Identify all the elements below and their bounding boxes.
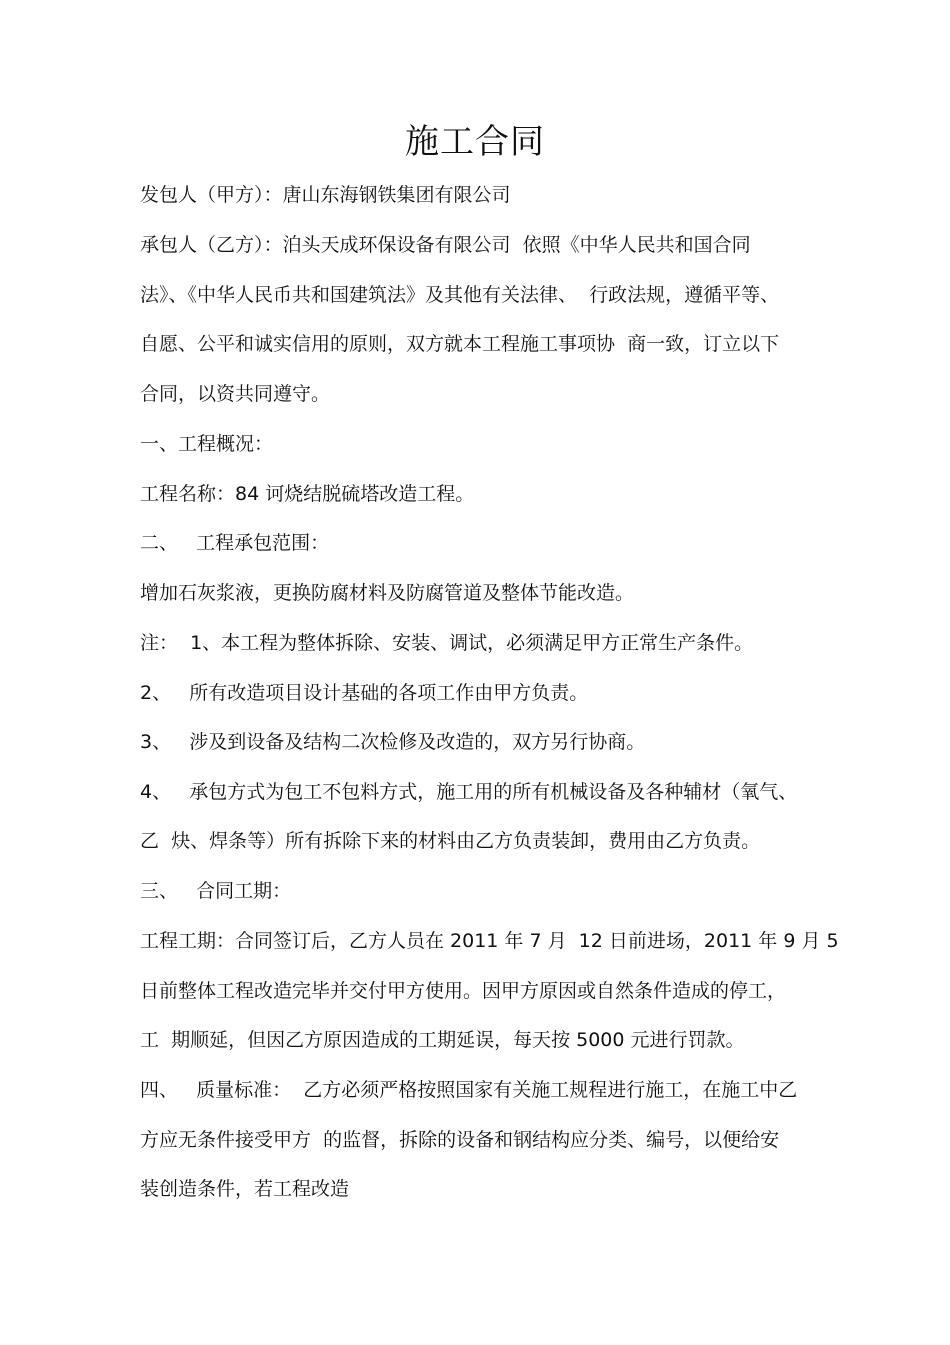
- note-item-4-continued: 乙 炔、焊条等）所有拆除下来的材料由乙方负责装卸，费用由乙方负责。: [140, 830, 761, 852]
- document-title: 施工合同: [405, 122, 545, 162]
- quality-text-line: 装创造条件，若工程改造: [140, 1178, 350, 1200]
- note-item-4: 4、 承包方式为包工不包料方式，施工用的所有机械设备及各种辅材（氧气、: [140, 781, 798, 803]
- body-text-line: 自愿、公平和诚实信用的原则，双方就本工程施工事项协 商一致，订立以下: [140, 333, 780, 355]
- period-text-line: 日前整体工程改造完毕并交付甲方使用。因甲方原因或自然条件造成的停工，: [140, 980, 787, 1002]
- period-text-line: 工 期顺延，但因乙方原因造成的工期延误，每天按 5000 元进行罚款。: [140, 1029, 745, 1051]
- project-name-line: 工程名称：84 诃烧结脱硫塔改造工程。: [140, 483, 475, 505]
- note-item-2: 2、 所有改造项目设计基础的各项工作由甲方负责。: [140, 682, 589, 704]
- body-text-line: 合同，以资共同遵守。: [140, 383, 331, 405]
- note-item-1: 注： 1、本工程为整体拆除、安装、调试，必须满足甲方正常生产条件。: [140, 632, 754, 654]
- section-heading-period: 三、 合同工期：: [140, 880, 292, 902]
- quality-text-line: 方应无条件接受甲方 的监督，拆除的设备和钢结构应分类、编号，以便给安: [140, 1129, 780, 1151]
- period-text-line: 工程工期：合同签订后，乙方人员在 2011 年 7 月 12 日前进场，2011 年 9 月 5: [140, 930, 839, 952]
- note-item-3: 3、 涉及到设备及结构二次检修及改造的，双方另行协商。: [140, 731, 646, 753]
- section-heading-scope: 二、 工程承包范围：: [140, 532, 330, 554]
- section-heading-quality: 四、 质量标准： 乙方必须严格按照国家有关施工规程进行施工，在施工中乙: [140, 1079, 798, 1101]
- body-text-line: 法》、《中华人民币共和国建筑法》及其他有关法律、 行政法规，遵循平等、: [140, 284, 780, 306]
- scope-text-line: 增加石灰浆液，更换防腐材料及防腐管道及整体节能改造。: [140, 582, 635, 604]
- party-a-line: 发包人（甲方）：唐山东海钢铁集团有限公司: [140, 184, 511, 206]
- party-b-line: 承包人（乙方）：泊头天成环保设备有限公司 依照《中华人民共和国合同: [140, 234, 751, 256]
- section-heading-overview: 一、工程概况：: [140, 433, 274, 455]
